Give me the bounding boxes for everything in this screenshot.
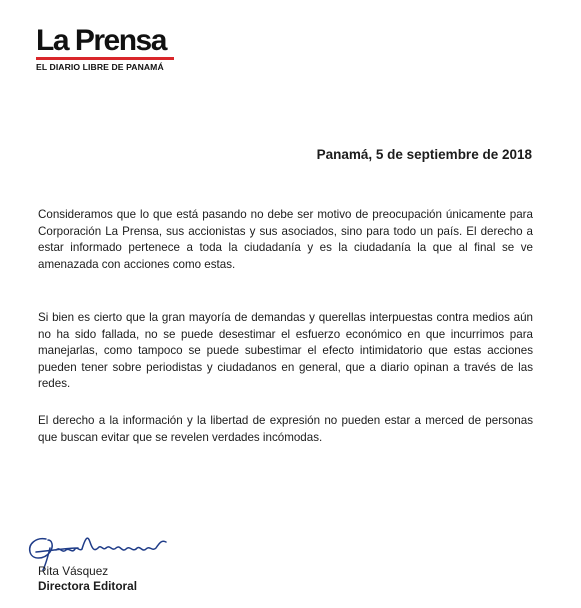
paragraph-1: Consideramos que lo que está pasando no debe ser motivo de preocupación únicamente para Corporación La Prensa, sus accionistas y sus asociados, sino para todo un país. El derecho a estar informado pertenece a toda la ciudadanía y es la ciudadanía la que al final se ve amenazada con acciones como estas. (38, 208, 533, 271)
letter-date: Panamá, 5 de septiembre de 2018 (316, 147, 532, 162)
logo-tagline: EL DIARIO LIBRE DE PANAMÁ (36, 62, 164, 72)
paragraph-2: Si bien es cierto que la gran mayoría de demandas y querellas interpuestas contra medios aún no ha sido fallada, no se puede desestimar el esfuerzo económico en que incurrimos para manejarlas, como tampoco se puede subestimar el efecto intimidatorio que estas acciones pueden tener sobre periodistas y ciudadanos en general, que a diario opinan a través de las redes. (38, 311, 533, 391)
la-prensa-logo (36, 26, 176, 72)
paragraph-3: El derecho a la información y la libertad de expresión no pueden estar a merced de personas que buscan evitar que se revelen verdades incómodas. (38, 414, 533, 444)
logo-accent-bar (36, 57, 174, 60)
logo-name: La Prensa (36, 24, 166, 57)
signatory-name: Rita Vásquez (38, 564, 109, 578)
signatory-title: Directora Editoral (38, 579, 137, 593)
